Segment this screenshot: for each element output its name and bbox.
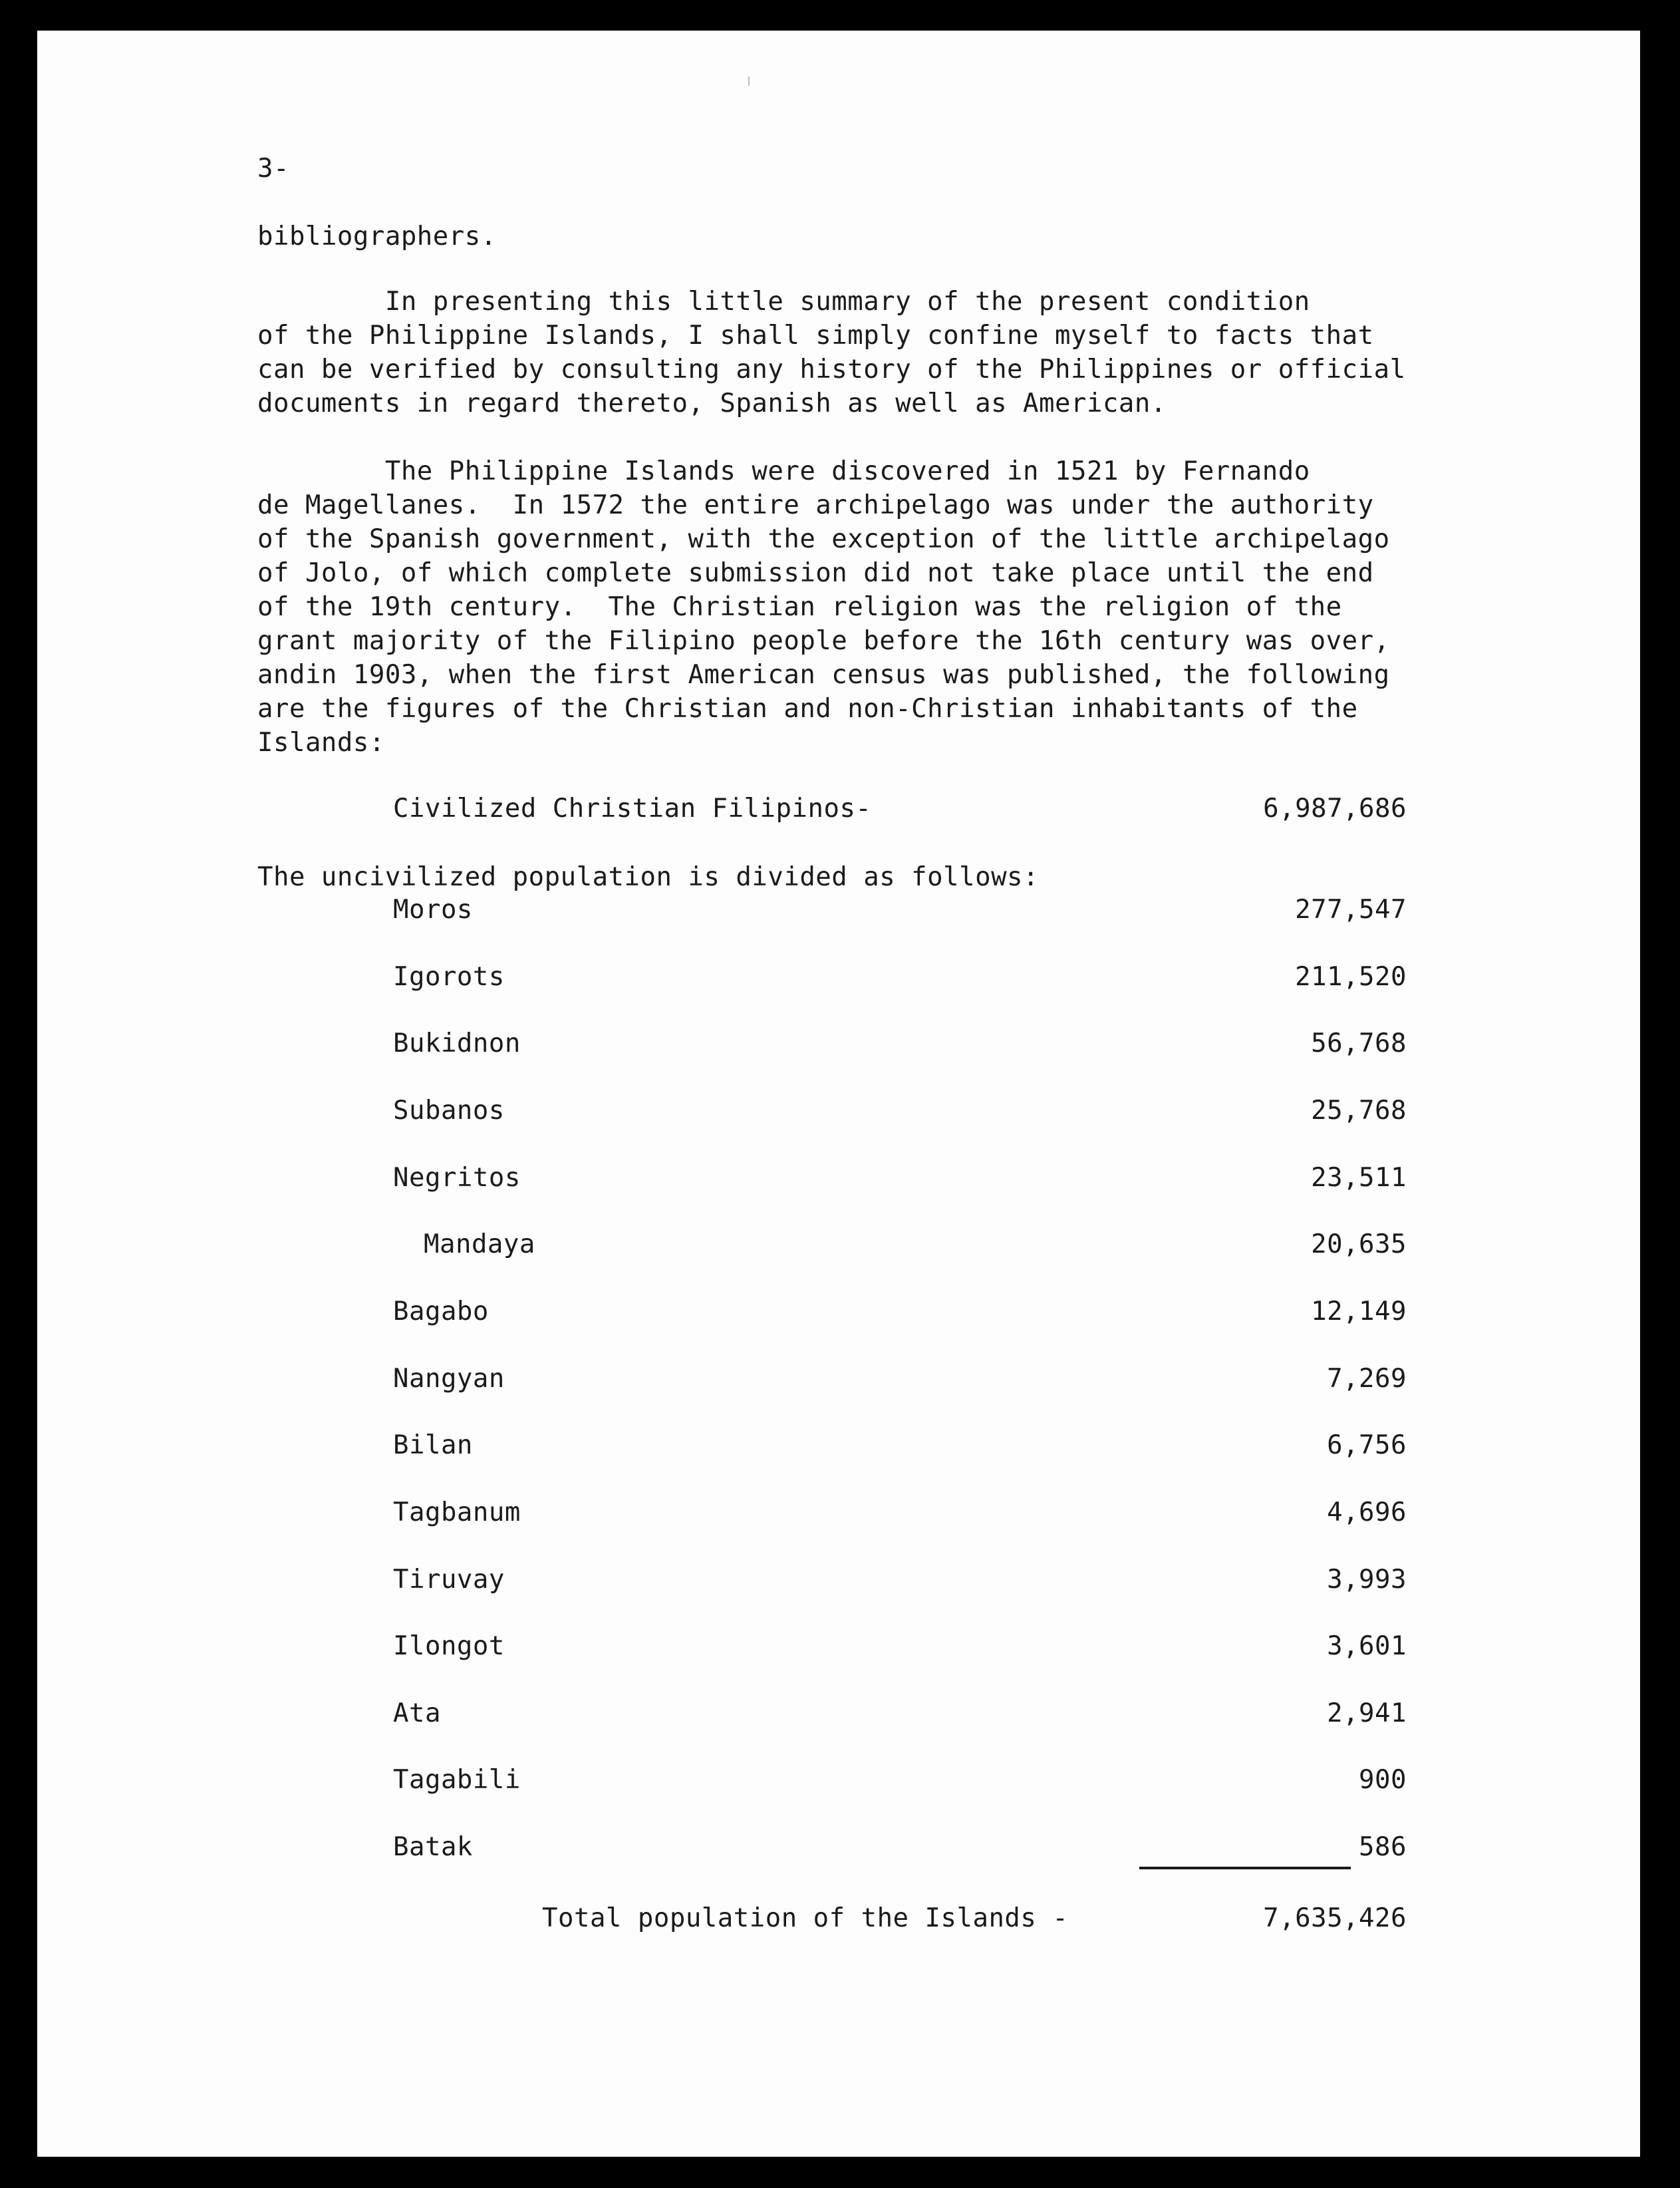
group-name: Igorots bbox=[393, 962, 505, 992]
total-underline bbox=[1139, 1867, 1351, 1869]
group-count: 3,601 bbox=[1327, 1631, 1407, 1661]
paragraph1-line: In presenting this little summary of the present condition bbox=[257, 287, 1310, 317]
group-count: 56,768 bbox=[1311, 1028, 1407, 1058]
margin-mark bbox=[748, 77, 750, 86]
paragraph1-line: of the Philippine Islands, I shall simply confine myself to facts that bbox=[257, 321, 1374, 351]
paragraph2-line: The Philippine Islands were discovered in 1521 by Fernando bbox=[257, 456, 1310, 486]
paragraph2-line: de Magellanes. In 1572 the entire archipelago was under the authority bbox=[257, 490, 1374, 520]
group-count: 12,149 bbox=[1311, 1297, 1407, 1327]
paragraph2-line: grant majority of the Filipino people before the 16th century was over, bbox=[257, 626, 1390, 656]
page-number: 3- bbox=[257, 154, 289, 184]
group-count: 4,696 bbox=[1327, 1497, 1407, 1527]
civilized-label: Civilized Christian Filipinos- bbox=[393, 794, 872, 824]
total-value: 7,635,426 bbox=[1263, 1903, 1407, 1933]
group-count: 277,547 bbox=[1295, 895, 1407, 925]
paragraph2-line: of the 19th century. The Christian religion was the religion of the bbox=[257, 592, 1342, 622]
paragraph2-line: Islands: bbox=[257, 728, 385, 758]
group-count: 23,511 bbox=[1311, 1163, 1407, 1193]
group-name: Bilan bbox=[393, 1430, 473, 1460]
group-name: Negritos bbox=[393, 1163, 521, 1193]
group-name: Tagabili bbox=[393, 1765, 521, 1795]
group-count: 2,941 bbox=[1327, 1698, 1407, 1728]
opening-line: bibliographers. bbox=[257, 222, 497, 251]
group-count: 20,635 bbox=[1311, 1229, 1407, 1259]
group-name: Bukidnon bbox=[393, 1028, 521, 1058]
paragraph2-line: andin 1903, when the first American census was published, the following bbox=[257, 660, 1390, 690]
total-label: Total population of the Islands - bbox=[542, 1903, 1069, 1933]
group-count: 6,756 bbox=[1327, 1430, 1407, 1460]
group-name: Ata bbox=[393, 1698, 441, 1728]
group-name: Mandaya bbox=[424, 1229, 535, 1259]
group-count: 7,269 bbox=[1327, 1364, 1407, 1394]
civilized-value: 6,987,686 bbox=[1263, 794, 1407, 824]
group-count: 3,993 bbox=[1327, 1565, 1407, 1595]
group-name: Tagbanum bbox=[393, 1497, 521, 1527]
paragraph2-line: of the Spanish government, with the exception of the little archipelago bbox=[257, 524, 1390, 554]
group-name: Subanos bbox=[393, 1096, 505, 1126]
paragraph1-line: documents in regard thereto, Spanish as well as American. bbox=[257, 389, 1167, 418]
group-count: 211,520 bbox=[1295, 962, 1407, 992]
group-name: Bagabo bbox=[393, 1297, 489, 1327]
paragraph2-line: are the figures of the Christian and non-Christian inhabitants of the bbox=[257, 694, 1358, 724]
group-name: Ilongot bbox=[393, 1631, 505, 1661]
group-name: Moros bbox=[393, 895, 473, 925]
group-count: 25,768 bbox=[1311, 1096, 1407, 1126]
group-count: 586 bbox=[1359, 1832, 1407, 1862]
uncivilized-intro: The uncivilized population is divided as follows: bbox=[257, 862, 1040, 892]
group-name: Tiruvay bbox=[393, 1565, 505, 1595]
group-name: Nangyan bbox=[393, 1364, 505, 1394]
group-name: Batak bbox=[393, 1832, 473, 1862]
paragraph1-line: can be verified by consulting any history of the Philippines or official bbox=[257, 355, 1406, 385]
paragraph2-line: of Jolo, of which complete submission did not take place until the end bbox=[257, 558, 1374, 588]
group-count: 900 bbox=[1359, 1765, 1407, 1795]
